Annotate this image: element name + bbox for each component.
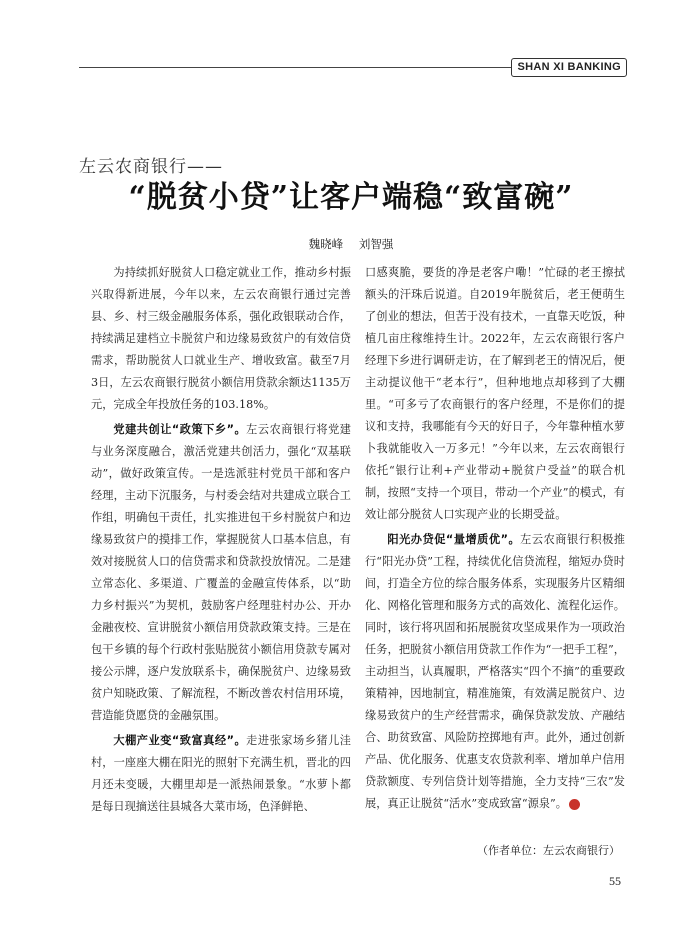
paragraph (365, 529, 625, 815)
paragraph (91, 419, 351, 727)
article-authors (79, 236, 623, 252)
paragraph: 口感爽脆，要货的净是老客户嘞！”忙碌的老王擦拭额头的汗珠后说道。自2019年脱贫后，老王便萌生了创业的想法，但苦于没有技术，一直靠天吃饭，种植几亩庄稼维持生计。2022年，左云农商银行客户经理下乡进行调研走访，在了解到老王的情况后，便主动提议他干“老本行”，但种地地点却移到了大棚里。“可多亏了农商银行的客户经理，不是你们的提议和支持，我哪能有今天的好日子，今年靠种植水萝卜我就能收入一万多元！”今年以来，左云农商银行依托“银行让利+产业带动+脱贫户受益”的联合机制，按照“支持一个项目，带动一个产业”的模式，有效让部分脱贫人口实现产业的长期受益。 (365, 266, 625, 521)
author-name: 魏晓峰 (308, 237, 344, 251)
paragraph-heading: 党建共创让“政策下乡”。 (113, 423, 247, 436)
paragraph-body: 走进张家场乡猪儿洼村，一座座大棚在阳光的照射下充满生机，晋北的四月还未变暖，大棚里却是一派热闹景象。“水萝卜都是每日现摘送往县城各大菜市场，色泽鲜艳、 (91, 734, 351, 813)
article-kicker: 左云农商银行—— (79, 157, 223, 177)
page-number: 55 (609, 874, 621, 888)
section-badge: SHAN XI BANKING (511, 58, 627, 77)
paragraph-body: 左云农商银行积极推行“阳光办贷”工程，持续优化信贷流程，缩短办贷时间，打造全方位的综合服务体系，实现服务片区精细化、网格化管理和服务方式的高效化、流程化运作。同时，该行将巩固和拓展脱贫攻坚成果作为一项政治任务，把脱贫小额信用贷款工作作为“一把手工程”，主动担当，认真履职，严格落实“四个不摘”的重要政策精神，因地制宜，精准施策，有效满足脱贫户、边缘易致贫户的生产经营需求，确保贷款发放、产融结合、助贫致富、风险防控掷地有声。此外，通过创新产品、优化服务、优惠支农贷款利率、增加单户信用贷款额度、专列信贷计划等措施，全力支持“三农”发展，真正让脱贫“活水”变成致富“源泉”。 (365, 533, 625, 810)
author-name: 刘智强 (358, 237, 394, 251)
author-affiliation: （作者单位：左云农商银行） (477, 844, 620, 857)
paragraph-body: 左云农商银行将党建与业务深度融合，激活党建共创活力，强化“双基联动”，做好政策宣传。一是选派驻村党员干部和客户经理，主动下沉服务，与村委会结对共建成立联合工作组，明确包干责任，扎实推进包干乡村脱贫户和边缘易致贫户的摸排工作，掌握脱贫人口基本信息，有效对接脱贫人口的信贷需求和贷款投放情况。二是建立常态化、多渠道、广覆盖的金融宣传体系，以“助力乡村振兴”为契机，鼓励客户经理驻村办公、开办金融夜校、宣讲脱贫小额信用贷款政策支持。三是在包干乡镇的每个行政村张贴脱贫小额信用贷款专属对接公示牌，逐户发放联系卡，确保脱贫户、边缘易致贫户知晓政策、了解流程，不断改善农村信用环境，营造能贷愿贷的金融氛围。 (91, 423, 351, 722)
paragraph: 为持续抓好脱贫人口稳定就业工作，推动乡村振兴取得新进展，今年以来，左云农商银行通过完善县、乡、村三级金融服务体系，强化政银联动合作，持续满足建档立卡脱贫户和边缘易致贫户的有效信贷需求，帮助脱贫人口就业生产、增收致富。截至7月3日，左云农商银行脱贫小额信用贷款余额达1135万元，完成全年投放任务的103.18%。 (91, 266, 351, 411)
left-column (91, 262, 351, 821)
right-column (365, 262, 625, 818)
paragraph-heading: 大棚产业变“致富真经”。 (113, 734, 247, 747)
paragraph-heading: 阳光办贷促“量增质优”。 (387, 533, 521, 546)
paragraph (91, 730, 351, 818)
article-title: “脱贫小贷”让客户端稳“致富碗” (128, 180, 574, 215)
end-of-article-icon: ❖ (569, 799, 580, 810)
